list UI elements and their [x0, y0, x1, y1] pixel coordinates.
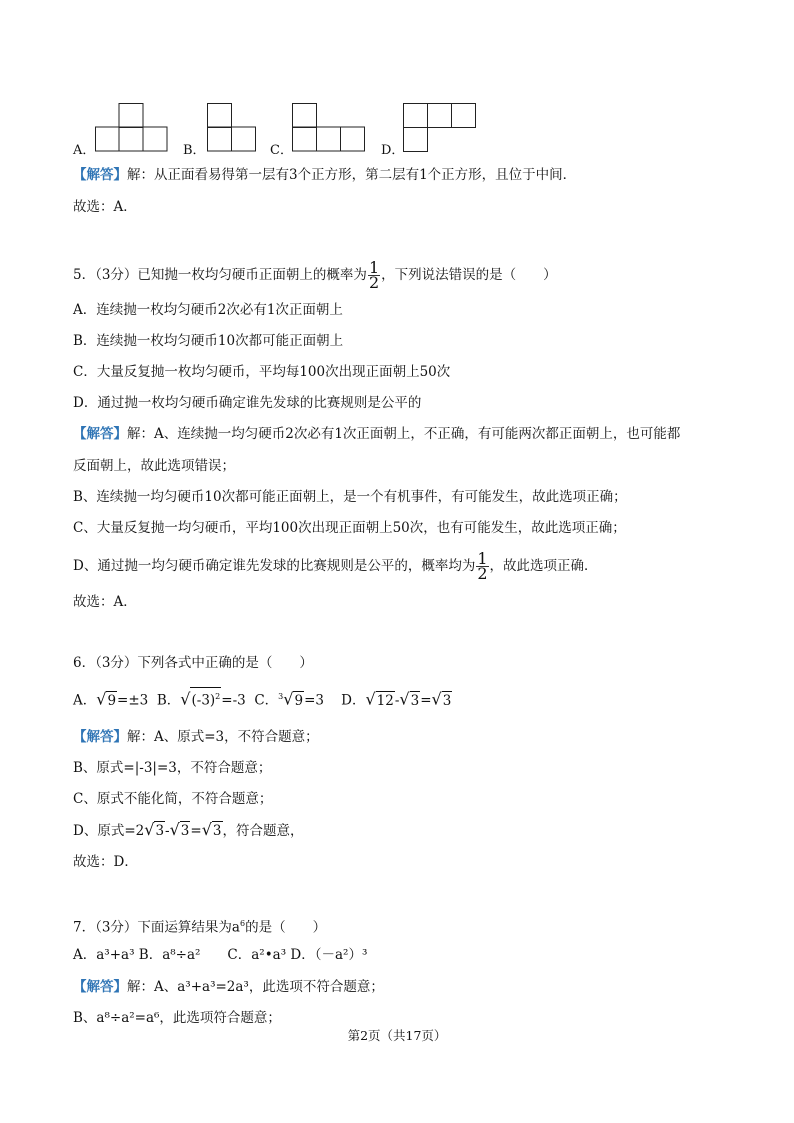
option-c-figure [292, 103, 367, 153]
option-c-label: C． [270, 143, 293, 158]
q5-stem-tail: ，下列说法错误的是（ ） [381, 267, 557, 283]
q6-answer-b: B、原式=|-3|=3，不符合题意； [73, 760, 272, 776]
q7-options: A．a³+a³ B．a⁸÷a² C．a²•a³ D．（－a²）³ [73, 947, 368, 963]
fraction-one-half [368, 258, 380, 292]
radicand: 9 [107, 692, 117, 709]
sqrt-icon: √ [169, 820, 180, 839]
radicand: 12 [376, 692, 394, 709]
q5-answer-d-text: D、通过抛一均匀硬币确定谁先发球的比赛规则是公平的，概率均为 [73, 558, 476, 574]
option-b-label: B． [183, 143, 206, 158]
q5-answer-c: C、大量反复抛一均匀硬币，平均100次出现正面朝上50次，也有可能发生，故此选项正确； [73, 520, 626, 536]
q6-options [73, 687, 452, 710]
q4-answer [73, 166, 576, 184]
q5-stem-text: 5．（3分）已知抛一枚均匀硬币正面朝上的概率为 [73, 267, 367, 283]
sqrt-icon: √ [365, 689, 376, 709]
q6-answer-c: C、原式不能化简，不符合题意； [73, 791, 273, 807]
option-d-label: D． [381, 143, 405, 158]
minus-sign: - [165, 823, 170, 839]
q6-option-a-tail: =±3 [117, 692, 149, 709]
exponent: 2 [215, 692, 221, 701]
fraction-numerator: 1 [477, 549, 488, 568]
radicand: 3 [155, 823, 165, 839]
q5-answer-b: B、连续抛一均匀硬币10次都可能正面朝上，是一个有机事件，有可能发生，故此选项正确； [73, 489, 627, 505]
radicand [190, 687, 221, 710]
sqrt-icon: √ [201, 820, 212, 839]
radicand-base: (-3) [191, 692, 216, 709]
q7-stem-tail: 的是（ ） [245, 919, 327, 936]
page-footer: 第2页（共17页） [347, 1028, 447, 1043]
radicand: 3 [212, 823, 222, 839]
q7-stem [73, 915, 326, 937]
q6-option-d-label: D． [341, 692, 366, 709]
exponent: 6 [239, 919, 246, 928]
q6-answer-d-tail: ，符合题意， [222, 823, 304, 839]
radicand: 3 [180, 823, 190, 839]
option-a-figure [95, 103, 170, 153]
fraction-denominator: 2 [477, 564, 488, 583]
equals-sign: = [420, 692, 432, 709]
q6-option-c-label: C． [254, 692, 279, 709]
q4-answer-text: 解：从正面看易得第一层有3个正方形，第二层有1个正方形，且位于中间． [127, 167, 577, 183]
sqrt-icon: √ [96, 689, 107, 709]
option-a-label: A． [73, 143, 96, 158]
q4-choose: 故选：A． [73, 199, 137, 215]
fraction-numerator: 1 [368, 258, 380, 277]
radicand: 3 [442, 692, 452, 709]
q6-choose: 故选：D． [73, 854, 138, 870]
q5-answer-d-tail: ，故此选项正确． [489, 558, 598, 574]
q5-stem [73, 258, 557, 292]
answer-tag: 【解答】 [73, 426, 127, 442]
q6-option-b-label: B． [156, 692, 181, 709]
q5-answer-text: 解：A、连续抛一均匀硬币2次必有1次正面朝上，不正确，有可能两次都正面朝上，也可能都 [127, 426, 681, 442]
answer-tag: 【解答】 [73, 167, 127, 183]
sqrt-icon: √ [144, 820, 155, 839]
sqrt-icon: √ [431, 689, 442, 709]
root-index: 3 [278, 692, 284, 701]
answer-tag: 【解答】 [73, 729, 127, 745]
q6-answer-a-text: 解：A、原式=3，不符合题意； [127, 729, 319, 745]
q5-option-a: A．连续抛一枚均匀硬币2次必有1次正面朝上 [73, 302, 343, 318]
q6-option-b-tail: =-3 [221, 692, 246, 709]
q5-answer-line2: 反面朝上，故此选项错误； [73, 458, 235, 474]
fraction-denominator: 2 [368, 273, 380, 292]
q7-stem-text: 7．（3分）下面运算结果为a [73, 919, 240, 936]
radicand: 3 [410, 692, 420, 709]
option-d-figure [403, 103, 478, 153]
fraction-one-half [476, 549, 488, 583]
q5-option-c: C．大量反复抛一枚均匀硬币，平均每100次出现正面朝上50次 [73, 364, 451, 380]
q6-option-c-tail: =3 [304, 692, 324, 709]
q6-answer-d [73, 821, 304, 840]
sqrt-icon: √ [399, 689, 410, 709]
sqrt-icon: √ [283, 689, 294, 709]
radicand: 9 [294, 692, 304, 709]
q5-choose: 故选：A． [73, 594, 137, 610]
q5-answer-d [73, 549, 598, 583]
q6-answer-a [73, 728, 319, 746]
minus-sign: - [394, 692, 400, 709]
q6-stem: 6．（3分）下列各式中正确的是（ ） [73, 655, 313, 671]
q7-answer-a-text: 解：A、a³+a³=2a³，此选项不符合题意； [127, 979, 384, 995]
q5-option-b: B．连续抛一枚均匀硬币10次都可能正面朝上 [73, 333, 344, 349]
q5-option-d: D．通过抛一枚均匀硬币确定谁先发球的比赛规则是公平的 [73, 395, 422, 411]
answer-tag: 【解答】 [73, 979, 127, 995]
q6-option-a-label: A． [73, 692, 97, 709]
equals-sign: = [190, 823, 202, 839]
sqrt-icon: √ [180, 689, 191, 709]
q7-answer-a [73, 978, 384, 996]
q6-answer-d-pre: D、原式=2 [73, 823, 145, 839]
q5-answer-line1 [73, 425, 680, 443]
option-b-figure [207, 103, 259, 153]
q7-answer-b: B、a⁸÷a²=a⁶，此选项符合题意； [73, 1010, 281, 1026]
